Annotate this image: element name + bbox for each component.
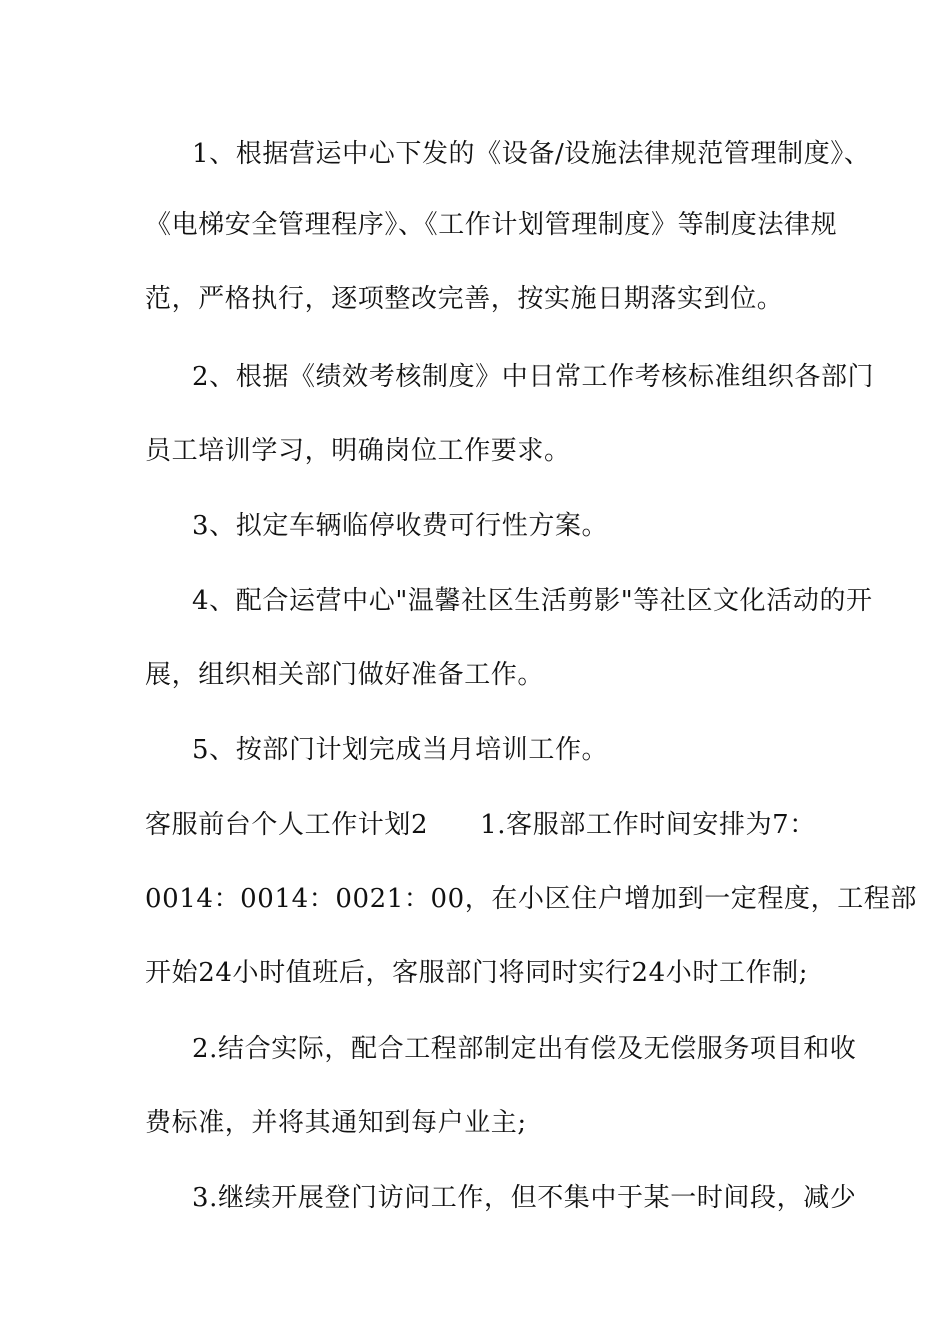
paragraph-line: 展，组织相关部门做好准备工作。 — [145, 660, 545, 690]
section-heading-line — [145, 810, 816, 840]
paragraph-line: 《电梯安全管理程序》、《工作计划管理制度》等制度法律规 — [145, 210, 838, 240]
paragraph-line: 5、按部门计划完成当月培训工作。 — [192, 735, 609, 765]
paragraph-line: 开始24小时值班后，客服部门将同时实行24小时工作制; — [145, 958, 809, 988]
paragraph-line: 4、配合运营中心"温馨社区生活剪影"等社区文化活动的开 — [192, 586, 873, 616]
paragraph-line: 0014：0014：0021：00，在小区住户增加到一定程度，工程部 — [145, 884, 917, 914]
paragraph-line: 员工培训学习，明确岗位工作要求。 — [145, 436, 571, 466]
paragraph-line: 2.结合实际，配合工程部制定出有偿及无偿服务项目和收 — [192, 1034, 857, 1064]
paragraph-line: 费标准，并将其通知到每户业主; — [145, 1108, 527, 1138]
paragraph-line: 范，严格执行，逐项整改完善，按实施日期落实到位。 — [145, 284, 784, 314]
paragraph-line: 1、根据营运中心下发的《设备/设施法律规范管理制度》、 — [192, 139, 871, 169]
paragraph-line: 3.继续开展登门访问工作，但不集中于某一时间段，减少 — [192, 1183, 857, 1213]
paragraph-line: 2、根据《绩效考核制度》中日常工作考核标准组织各部门 — [192, 362, 875, 392]
paragraph-line: 3、拟定车辆临停收费可行性方案。 — [192, 511, 609, 541]
section-title: 客服前台个人工作计划2 — [145, 810, 429, 840]
section-first-text: 1.客服部工作时间安排为7： — [480, 810, 816, 840]
